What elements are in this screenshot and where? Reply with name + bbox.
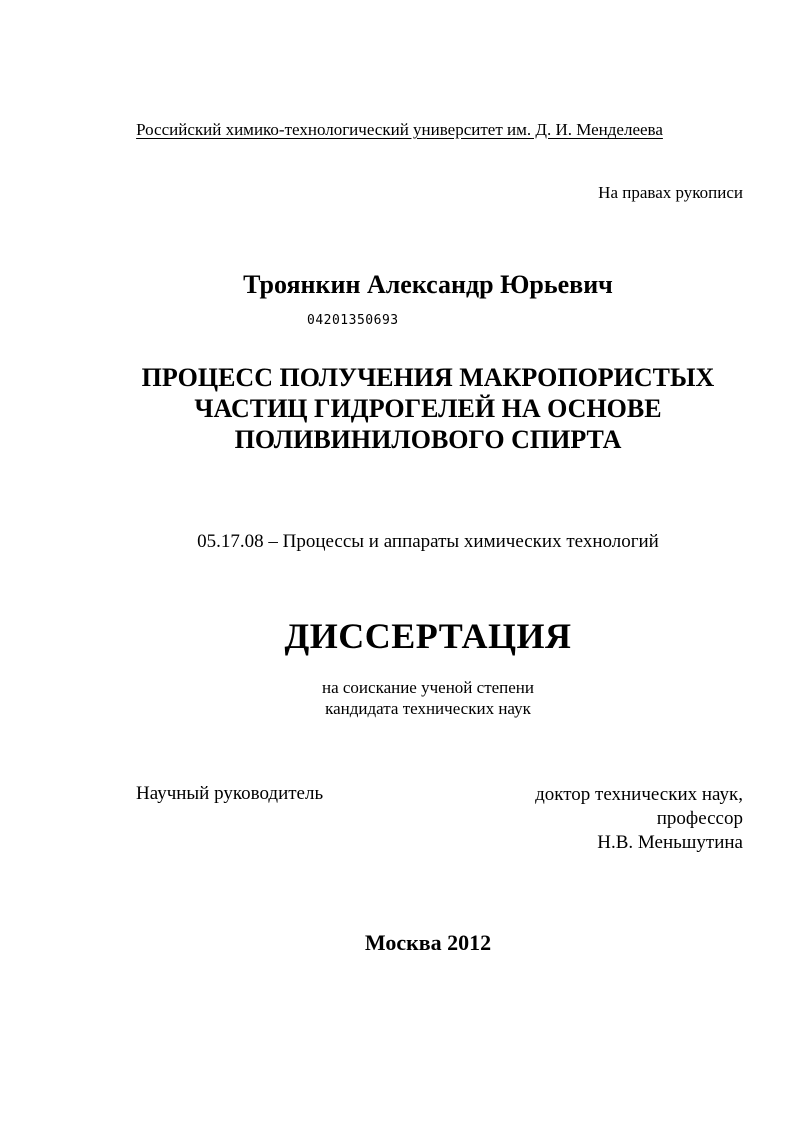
thesis-title bbox=[0, 362, 799, 455]
manuscript-note: На правах рукописи bbox=[598, 183, 743, 202]
thesis-title-line: ПРОЦЕСС ПОЛУЧЕНИЯ МАКРОПОРИСТЫХ bbox=[141, 363, 715, 392]
supervisor-label: Научный руководитель bbox=[136, 783, 324, 804]
thesis-title-line: ПОЛИВИНИЛОВОГО СПИРТА bbox=[234, 425, 622, 454]
supervisor-rank: профессор bbox=[656, 808, 743, 829]
city-year: Москва 2012 bbox=[364, 930, 492, 955]
supervisor-degree: доктор технических наук, bbox=[535, 784, 743, 805]
university-name bbox=[0, 120, 799, 140]
author-name: Троянкин Александр Юрьевич bbox=[243, 270, 613, 299]
university-name-text: Российский химико-технологический университет им. Д. И. Менделеева bbox=[136, 120, 663, 139]
specialty-code: 05.17.08 – Процессы и аппараты химических технологий bbox=[197, 531, 659, 552]
registration-number: 04201350693 bbox=[307, 313, 399, 328]
degree-line: на соискание ученой степени bbox=[321, 678, 535, 697]
supervisor-info bbox=[535, 783, 743, 855]
document-type: ДИССЕРТАЦИЯ bbox=[284, 616, 572, 656]
thesis-title-line: ЧАСТИЦ ГИДРОГЕЛЕЙ НА ОСНОВЕ bbox=[194, 394, 662, 423]
degree-description bbox=[0, 677, 799, 719]
degree-line: кандидата технических наук bbox=[325, 699, 531, 718]
supervisor-name: Н.В. Меньшутина bbox=[597, 832, 743, 853]
